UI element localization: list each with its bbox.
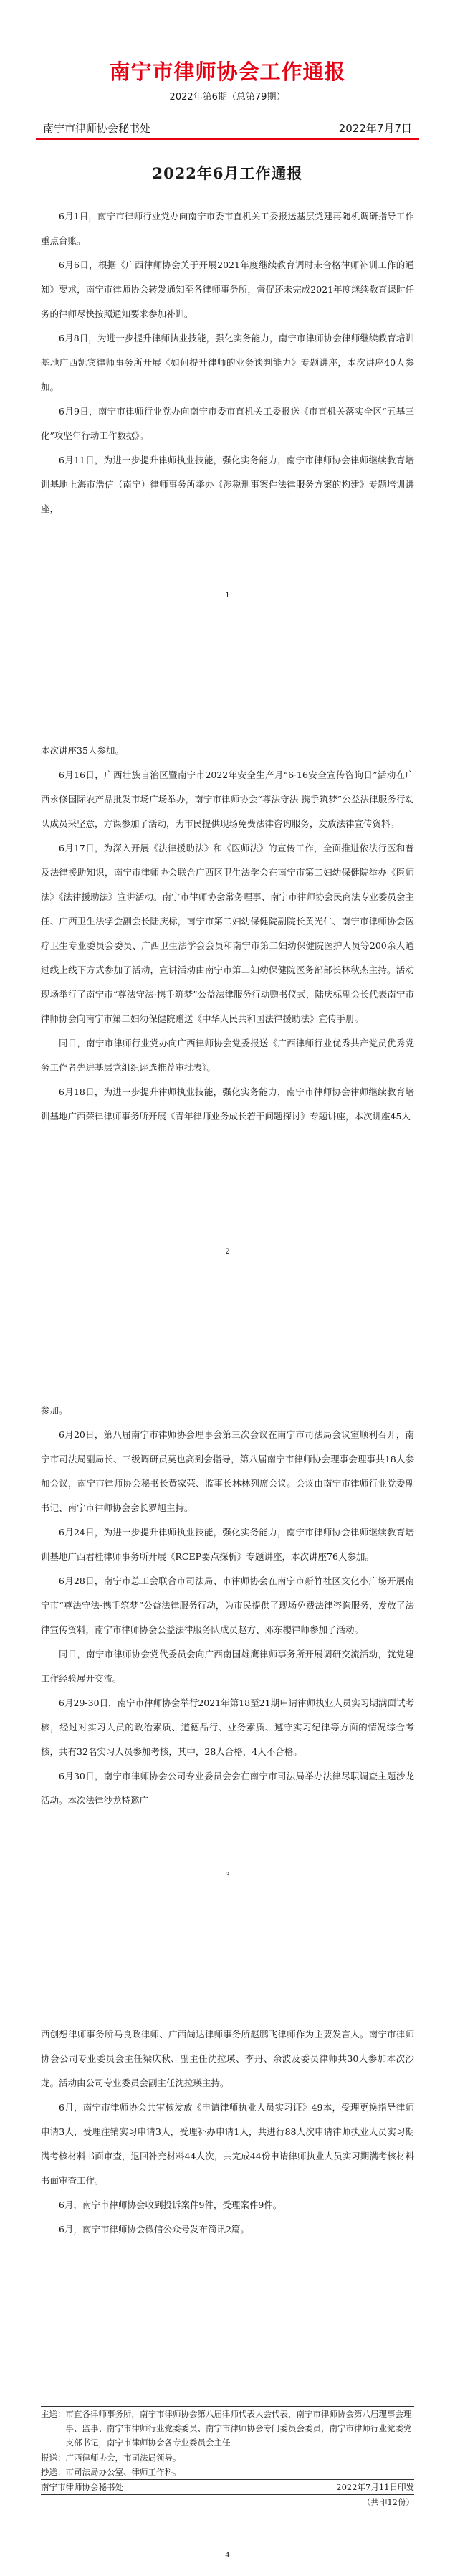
page-number: 4: [225, 2552, 230, 2560]
paragraph: 6月，南宁市律师协会微信公众号发布简讯2篇。: [59, 2224, 249, 2235]
copies-count: （共印12份）: [362, 2497, 414, 2507]
cc-text: 市司法局办公室、律师工作科。: [65, 2467, 181, 2477]
report-label: 报送：: [41, 2453, 66, 2463]
report-row: [41, 2450, 414, 2465]
document-title: 2022年6月工作通报: [152, 164, 303, 182]
paragraph: 6月18日，为进一步提升律师执业技能，强化实务能力，南宁市律师协会律师继续教育培训基地广西荣律律师事务所开展《青年律师业务成长若干问题探讨》专题讲座，本次讲座45人: [41, 1086, 414, 1122]
publisher: 南宁市律师协会秘书处: [43, 122, 151, 135]
paragraph: 本次讲座35人参加。: [41, 745, 124, 756]
cc-row: [41, 2465, 414, 2479]
paragraph: 6月17日，为深入开展《法律援助法》和《医师法》的宣传工作，全面推进依法行医和普及法律援助知识，南宁市律师协会联合广西区卫生法学会在南宁市第二妇幼保健院举办《医师法》《法律援助法》宣讲活动。南宁市律师协会常务理事、南宁市律师协会民商法专业委员会主任、广西卫生法学会副会长陆庆标，南宁市第二妇幼保健院副院长黄光仁、南宁市律师协会医疗卫生专业委员会委员、广西卫生法学会会员和南宁市第二妇幼保健院医护人员等200余人通过线上线下方式参加了活动，宣讲活动由南宁市第二妇幼保健院医务部部长林秋杰主持。活动现场举行了南宁市“尊法守法·携手筑梦”公益法律服务行动赠书仪式，陆庆标副会长代表南宁市律师协会向南宁市第二妇幼保健院赠送《中华人民共和国法律援助法》宣传手册。: [41, 843, 414, 1024]
page-3-body: [41, 1398, 414, 1813]
print-date: 2022年7月11日印发: [336, 2482, 414, 2492]
report-text: 广西律师协会，市司法局领导。: [65, 2453, 181, 2463]
paragraph: 6月，南宁市律师协会收到投诉案件9件，受理案件9件。: [59, 2199, 282, 2210]
paragraph: 同日，南宁市律师协会党代委员会向广西南国雄鹰律师事务所开展调研交流活动，就党建工作经验展开交流。: [41, 1649, 414, 1684]
distribution-footer: [41, 2406, 414, 2509]
paragraph: 6月29-30日，南宁市律师协会举行2021年第18至21期申请律师执业人员实习期满面试考核，经过对实习人员的政治素质、道德品行、业务素质、遵守实习纪律等方面的情况综合考核，共有32名实习人员参加考核，其中，28人合格，4人不合格。: [41, 1697, 414, 1757]
cc-label: 抄送：: [41, 2467, 66, 2477]
distribution-text: 市直各律师事务所，南宁市律师协会第八届律师代表大会代表，南宁市律师协会第八届理事会理事、监事、南宁市律师行业党委委员、南宁市律师协会专门委员会委员，南宁市律师行业党委党支部书记，南宁市律师协会各专业委员会主任: [65, 2409, 412, 2448]
paragraph: 6月，南宁市律师协会共审核发放《申请律师执业人员实习证》49本，受理更换指导律师申请3人，受理注销实习申请3人，受理补办申请1人，共进行88人次申请律师执业人员实习期满考核材料书面审查，退回补充材料44人次，共完成44份申请律师执业人员实习期满考核材料书面审查工作。: [41, 2102, 414, 2186]
page-number: 3: [225, 1872, 230, 1880]
distribution-row: [41, 2407, 414, 2450]
page-2-body: [41, 739, 414, 1129]
paragraph: 西创想律师事务所马良政律师、广西尚达律师事务所赵鹏飞律师作为主要发言人。南宁市律师协会公司专业委员会主任梁庆秋、副主任沈拉瑛、李丹、余波及委员律师共30人参加本次沙龙。活动由公司专业委员会副主任沈拉瑛主持。: [41, 2029, 414, 2088]
paragraph: 6月24日，为进一步提升律师执业技能，强化实务能力，南宁市律师协会律师继续教育培训基地广西君桂律师事务所开展《RCEP要点探析》专题讲座，本次讲座76人参加。: [41, 1527, 414, 1562]
issue-date: 2022年7月7日: [338, 122, 412, 135]
issue-number: 2022年第6期（总第79期）: [169, 92, 286, 103]
bulletin-title: 南宁市律师协会工作通报: [109, 60, 346, 84]
paragraph: 6月11日，为进一步提升律师执业技能，强化实务能力，南宁市律师协会律师继续教育培训基地上海市浩信（南宁）律师事务所举办《涉税刑事案件法律服务方案的构建》专题培训讲座，: [41, 455, 414, 514]
paragraph: 6月6日，根据《广西律师协会关于开展2021年度继续教育调时未合格律师补训工作的通知》要求，南宁市律师协会转发通知至各律师事务所，督促还未完成2021年度继续教育课时任务的律师尽快按照通知要求参加补训。: [41, 260, 414, 319]
red-divider: [36, 138, 419, 140]
paragraph: 6月16日，广西壮族自治区暨南宁市2022年安全生产月“6·16安全宣传咨询日”活动在广西永修国际农产品批发市场广场举办，南宁市律师协会“尊法守法 携手筑梦”公益法律服务行动队成员采坚意，方课参加了活动，为市民提供现场免费法律咨询服务，发放法律宣传资料。: [41, 770, 414, 829]
paragraph: 6月28日，南宁市总工会联合市司法局、市律师协会在南宁市新竹社区文化小广场开展南宁市“尊法守法·携手筑梦”公益法律服务行动，为市民提供了现场免费法律咨询服务，发放了法律宣传资料，南宁市律师协会公益法律服务队成员赵方、邓东樱律师参加了活动。: [41, 1576, 414, 1635]
paragraph: 6月9日，南宁市律师行业党办向南宁市委市直机关工委报送《市直机关落实全区“五基三化”攻坚年行动工作数据》。: [41, 406, 414, 441]
paragraph: 同日，南宁市律师行业党办向广西律师协会党委报送《广西律师行业优秀共产党员优秀党务工作者先进基层党组织评选推荐审批表》。: [41, 1038, 414, 1073]
footer-publisher: 南宁市律师协会秘书处: [41, 2482, 123, 2492]
page-1-body: [41, 204, 414, 521]
distribution-label: 主送：: [41, 2409, 66, 2419]
paragraph: 6月20日，第八届南宁市律师协会理事会第三次会议在南宁市司法局会议室顺利召开，南宁市司法局副局长、三级调研员莫也高到会指导，第八届南宁市律师协会理事会理事共18人参加会议，南宁市律师协会秘书长黄家荣、监事长林林列席会议。会议由南宁市律师行业党委副书记、南宁市律师协会会长罗旭主持。: [41, 1429, 414, 1513]
paragraph: 参加。: [41, 1405, 68, 1416]
page-number: 2: [225, 1248, 230, 1256]
print-row: [41, 2480, 414, 2494]
paragraph: 6月8日，为进一步提升律师执业技能，强化实务能力，南宁市律师协会律师继续教育培训基地广西凯宾律师事务所开展《如何提升律师的业务谈判能力》专题讲座，本次讲座40人参加。: [41, 333, 414, 392]
page-number: 1: [225, 592, 230, 600]
page-4-body: [41, 2022, 414, 2242]
paragraph: 6月1日，南宁市律师行业党办向南宁市委市直机关工委报送基层党建再随机调研指导工作重点台账。: [41, 211, 414, 246]
paragraph: 6月30日，南宁市律师协会公司专业委员会会在南宁市司法局举办法律尽职调查主题沙龙活动。本次法律沙龙特邀广: [41, 1771, 414, 1806]
